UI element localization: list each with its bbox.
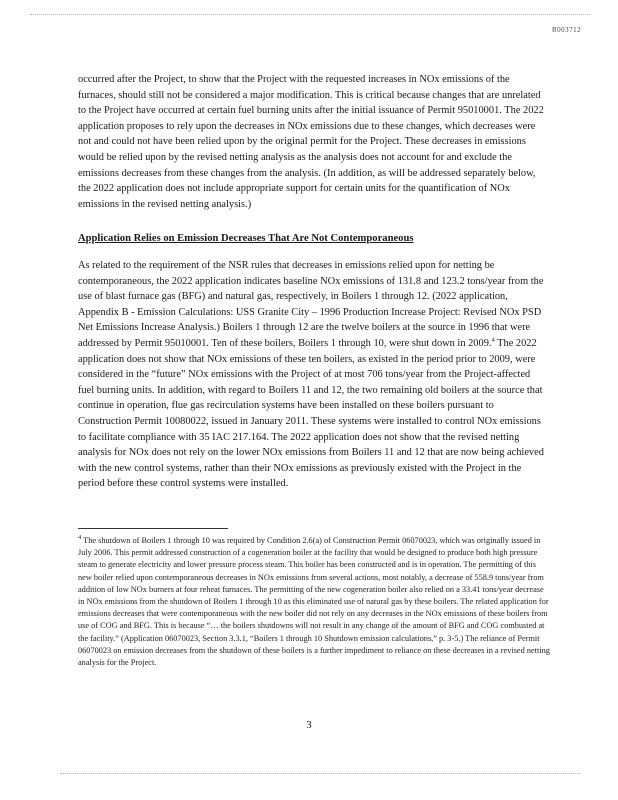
paragraph-1: occurred after the Project, to show that the Project with the requested increases in NOx emissions of the furnaces, should still not be considered a major modification. This is critical because changes that are unrelated to the Project have occurred at certain fuel burning units after the initial issuance of Permit 95010001. The 2022 application proposes to rely upon the decreases in NOx emissions due to these changes, which decreases were not and could not have been relied upon by the original permit for the Project. These decreases in emissions would be relied upon by the revised netting analysis as the analysis does not account for and exclude the emissions decreases from these changes from the analysis. (In addition, as will be addressed separately below, the 2022 application does not include appropriate support for certain units for the quantification of NOx emissions in the revised netting analysis.) xyxy=(78,74,544,210)
scan-artifact-top xyxy=(30,14,590,17)
footnote-divider xyxy=(78,528,228,529)
scan-artifact-bottom xyxy=(60,773,580,776)
paragraph-2-part-1: As related to the requirement of the NSR rules that decreases in emissions relied upon for netting be contemporaneous, the 2022 application indicates baseline NOx emissions of 131.8 and 123.2 tons/year from the use of blast furnace gas (BFG) and natural gas, respectively, in Boilers 1 through 12. (2022 application, Appendix B - Emission Calculations: USS Granite City – 1996 Production Increase Project: Revised NOx PSD Net Emissions Increase Analysis.) Boilers 1 through 12 are the twelve boilers at the source in 1996 that were addressed by Permit 95010001. Ten of these boilers, Boilers 1 through 10, were shut down in 2009. xyxy=(78,260,544,349)
section-heading: Application Relies on Emission Decreases That Are Not Contemporaneous xyxy=(78,233,414,244)
footnote-text: The shutdown of Boilers 1 through 10 was required by Condition 2.6(a) of Construction Permit 06070023, which was originally issued in July 2006. This permit addressed construction of a cogeneration boiler at the facility that would be designed to produce both high pressure steam to generate electricity and lower pressure process steam. This boiler has been constructed and is in operation. The permitting of this new boiler relied upon contemporaneous decreases in NOx emissions from several actions, most notably, a decrease of 558.9 tons/year from addition of low NOx burners at four reheat furnaces. The permitting of the new cogeneration boiler also relied on a 33.41 tons/year decrease in NOx emissions from the shutdown of Boilers 1 through 10 as this eliminated use of natural gas by these boilers. The related application for emissions decreases that were contemporaneous with the new boiler did not rely on any decreases in the NOx emissions of these boilers from use of COG and BFG. This is because “… the boilers shutdowns will not result in any change of the amount of BFG and COG combusted at the facility.” (Application 06070023, Section 3.3.1, “Boilers 1 through 10 Shutdown emission calculations,” p. 3-5.) The reliance of Permit 06070023 on emission decreases from the shutdown of these boilers is a further impediment to reliance on these decreases in a revised netting analysis for the Project. xyxy=(78,536,550,668)
footnote-marker: 4 xyxy=(78,534,82,542)
footnote xyxy=(78,535,550,669)
page-number: 3 xyxy=(306,720,312,731)
footnote-reference: 4 xyxy=(491,336,495,344)
paragraph-2 xyxy=(78,258,548,492)
paragraph-2-part-2: The 2022 application does not show that NOx emissions of these ten boilers, as existed in the period prior to 2009, were considered in the “future” NOx emissions with the Project of at most 706 tons/year from the Project-affected fuel burning units. In addition, with regard to Boilers 11 and 12, the two remaining old boilers at the source that continue in operation, flue gas recirculation systems have been installed on these boilers pursuant to Construction Permit 10080022, issued in January 2011. These systems were installed to control NOx emissions to facilitate compliance with 35 IAC 217.164. The 2022 application does not show that the revised netting analysis for NOx does not rely on the lower NOx emissions from Boilers 11 and 12 that are now being achieved with the new control systems, rather than their NOx emissions as previously existed with the Project in the period before these control systems were installed. xyxy=(78,337,544,490)
bates-number: R003712 xyxy=(552,26,582,34)
